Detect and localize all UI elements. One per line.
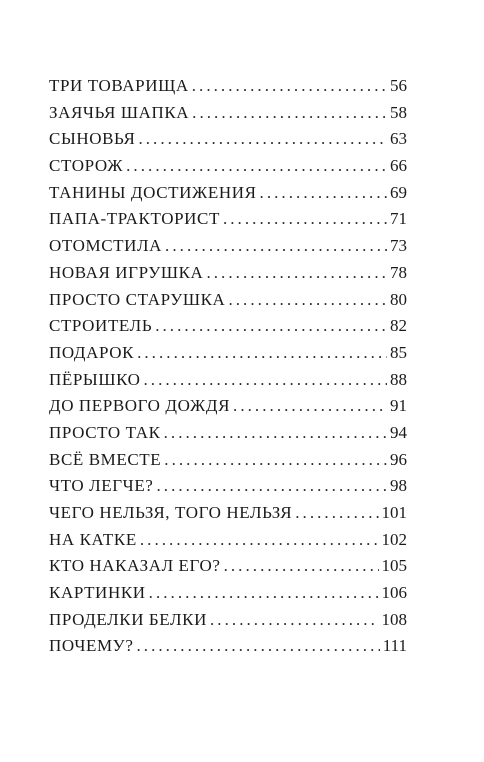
toc-entry	[49, 610, 407, 637]
toc-entry-page: 96	[390, 449, 407, 469]
dot-leader	[156, 476, 387, 496]
toc-entry	[49, 370, 407, 397]
toc-entry	[49, 503, 407, 530]
toc-entry	[49, 103, 407, 130]
toc-entry	[49, 316, 407, 343]
toc-entry-title: ПРОДЕЛКИ БЕЛКИ	[49, 609, 207, 629]
toc-entry-page: 94	[390, 422, 407, 442]
toc-entry-title: НОВАЯ ИГРУШКА	[49, 262, 204, 282]
toc-entry-title: ПОДАРОК	[49, 342, 135, 362]
dot-leader	[224, 556, 379, 576]
dot-leader	[136, 636, 379, 656]
dot-leader	[164, 450, 387, 470]
toc-entry-title: КТО НАКАЗАЛ ЕГО?	[49, 556, 221, 576]
dot-leader	[260, 183, 387, 203]
toc-entry	[49, 636, 407, 663]
toc-entry-page: 80	[390, 289, 407, 309]
dot-leader	[192, 76, 387, 96]
toc-entry-title: ПОЧЕМУ?	[49, 636, 134, 656]
toc-entry	[49, 343, 407, 370]
toc-entry-page: 58	[390, 102, 407, 122]
toc-entry-page: 111	[382, 636, 407, 656]
toc-entry-page: 101	[381, 503, 407, 522]
toc-entry-page: 71	[390, 209, 407, 229]
toc-entry-page: 56	[390, 76, 407, 95]
toc-entry-title: КАРТИНКИ	[49, 583, 146, 603]
toc-entry	[49, 263, 407, 290]
toc-entry-title: ОТОМСТИЛА	[49, 236, 163, 256]
toc-entry-title: НА КАТКЕ	[49, 529, 137, 549]
toc-entry	[49, 156, 407, 183]
toc-entry	[49, 236, 407, 263]
dot-leader	[165, 236, 387, 256]
toc-entry-title: ВСЁ ВМЕСТЕ	[49, 449, 162, 469]
toc-entry-page: 63	[390, 129, 407, 149]
toc-entry	[49, 290, 407, 317]
toc-entry-page: 106	[381, 583, 407, 603]
toc-entry	[49, 556, 407, 583]
toc-entry-title: ДО ПЕРВОГО ДОЖДЯ	[49, 396, 231, 416]
dot-leader	[155, 316, 387, 336]
toc-entry	[49, 209, 407, 236]
toc-entry-page: 91	[390, 396, 407, 416]
toc-entry-page: 88	[390, 369, 407, 389]
toc-entry	[49, 183, 407, 210]
toc-entry-title: ЧЕГО НЕЛЬЗЯ, ТОГО НЕЛЬЗЯ	[49, 503, 293, 522]
toc-entry	[49, 396, 407, 423]
toc-entry-page: 78	[390, 262, 407, 282]
toc-entry	[49, 423, 407, 450]
dot-leader	[192, 103, 387, 123]
dot-leader	[295, 503, 378, 523]
toc-entry-title: СЫНОВЬЯ	[49, 129, 136, 149]
toc-entry	[49, 76, 407, 103]
dot-leader	[138, 129, 387, 149]
toc-entry-page: 73	[390, 236, 407, 256]
toc-entry-title: СТРОИТЕЛЬ	[49, 316, 153, 336]
toc-entry-title: ПРОСТО ТАК	[49, 422, 161, 442]
dot-leader	[137, 343, 387, 363]
toc-entry	[49, 530, 407, 557]
dot-leader	[228, 290, 387, 310]
dot-leader	[143, 370, 387, 390]
toc-entry	[49, 129, 407, 156]
dot-leader	[210, 610, 379, 630]
toc-entry-title: ЧТО ЛЕГЧЕ?	[49, 476, 154, 496]
toc-entry-page: 85	[390, 342, 407, 362]
toc-entry-page: 69	[390, 182, 407, 202]
toc-entry-title: ТАНИНЫ ДОСТИЖЕНИЯ	[49, 182, 257, 202]
toc-entry-title: ЗАЯЧЬЯ ШАПКА	[49, 102, 190, 122]
toc-entry	[49, 583, 407, 610]
toc-entry-title: ТРИ ТОВАРИЩА	[49, 76, 189, 95]
dot-leader	[126, 156, 387, 176]
table-of-contents	[49, 76, 407, 663]
dot-leader	[140, 530, 379, 550]
toc-entry	[49, 450, 407, 477]
toc-entry-page: 66	[390, 156, 407, 176]
dot-leader	[206, 263, 387, 283]
toc-entry-page: 105	[381, 556, 407, 576]
toc-entry-page: 82	[390, 316, 407, 336]
toc-entry-title: ПЁРЫШКО	[49, 369, 141, 389]
dot-leader	[149, 583, 379, 603]
dot-leader	[164, 423, 387, 443]
toc-entry-title: ПРОСТО СТАРУШКА	[49, 289, 226, 309]
toc-entry-page: 98	[390, 476, 407, 496]
toc-entry-page: 102	[381, 529, 407, 549]
dot-leader	[223, 209, 387, 229]
toc-entry-page: 108	[381, 609, 407, 629]
toc-entry-title: ПАПА-ТРАКТОРИСТ	[49, 209, 220, 229]
dot-leader	[233, 396, 387, 416]
toc-entry-title: СТОРОЖ	[49, 156, 124, 176]
toc-entry	[49, 476, 407, 503]
